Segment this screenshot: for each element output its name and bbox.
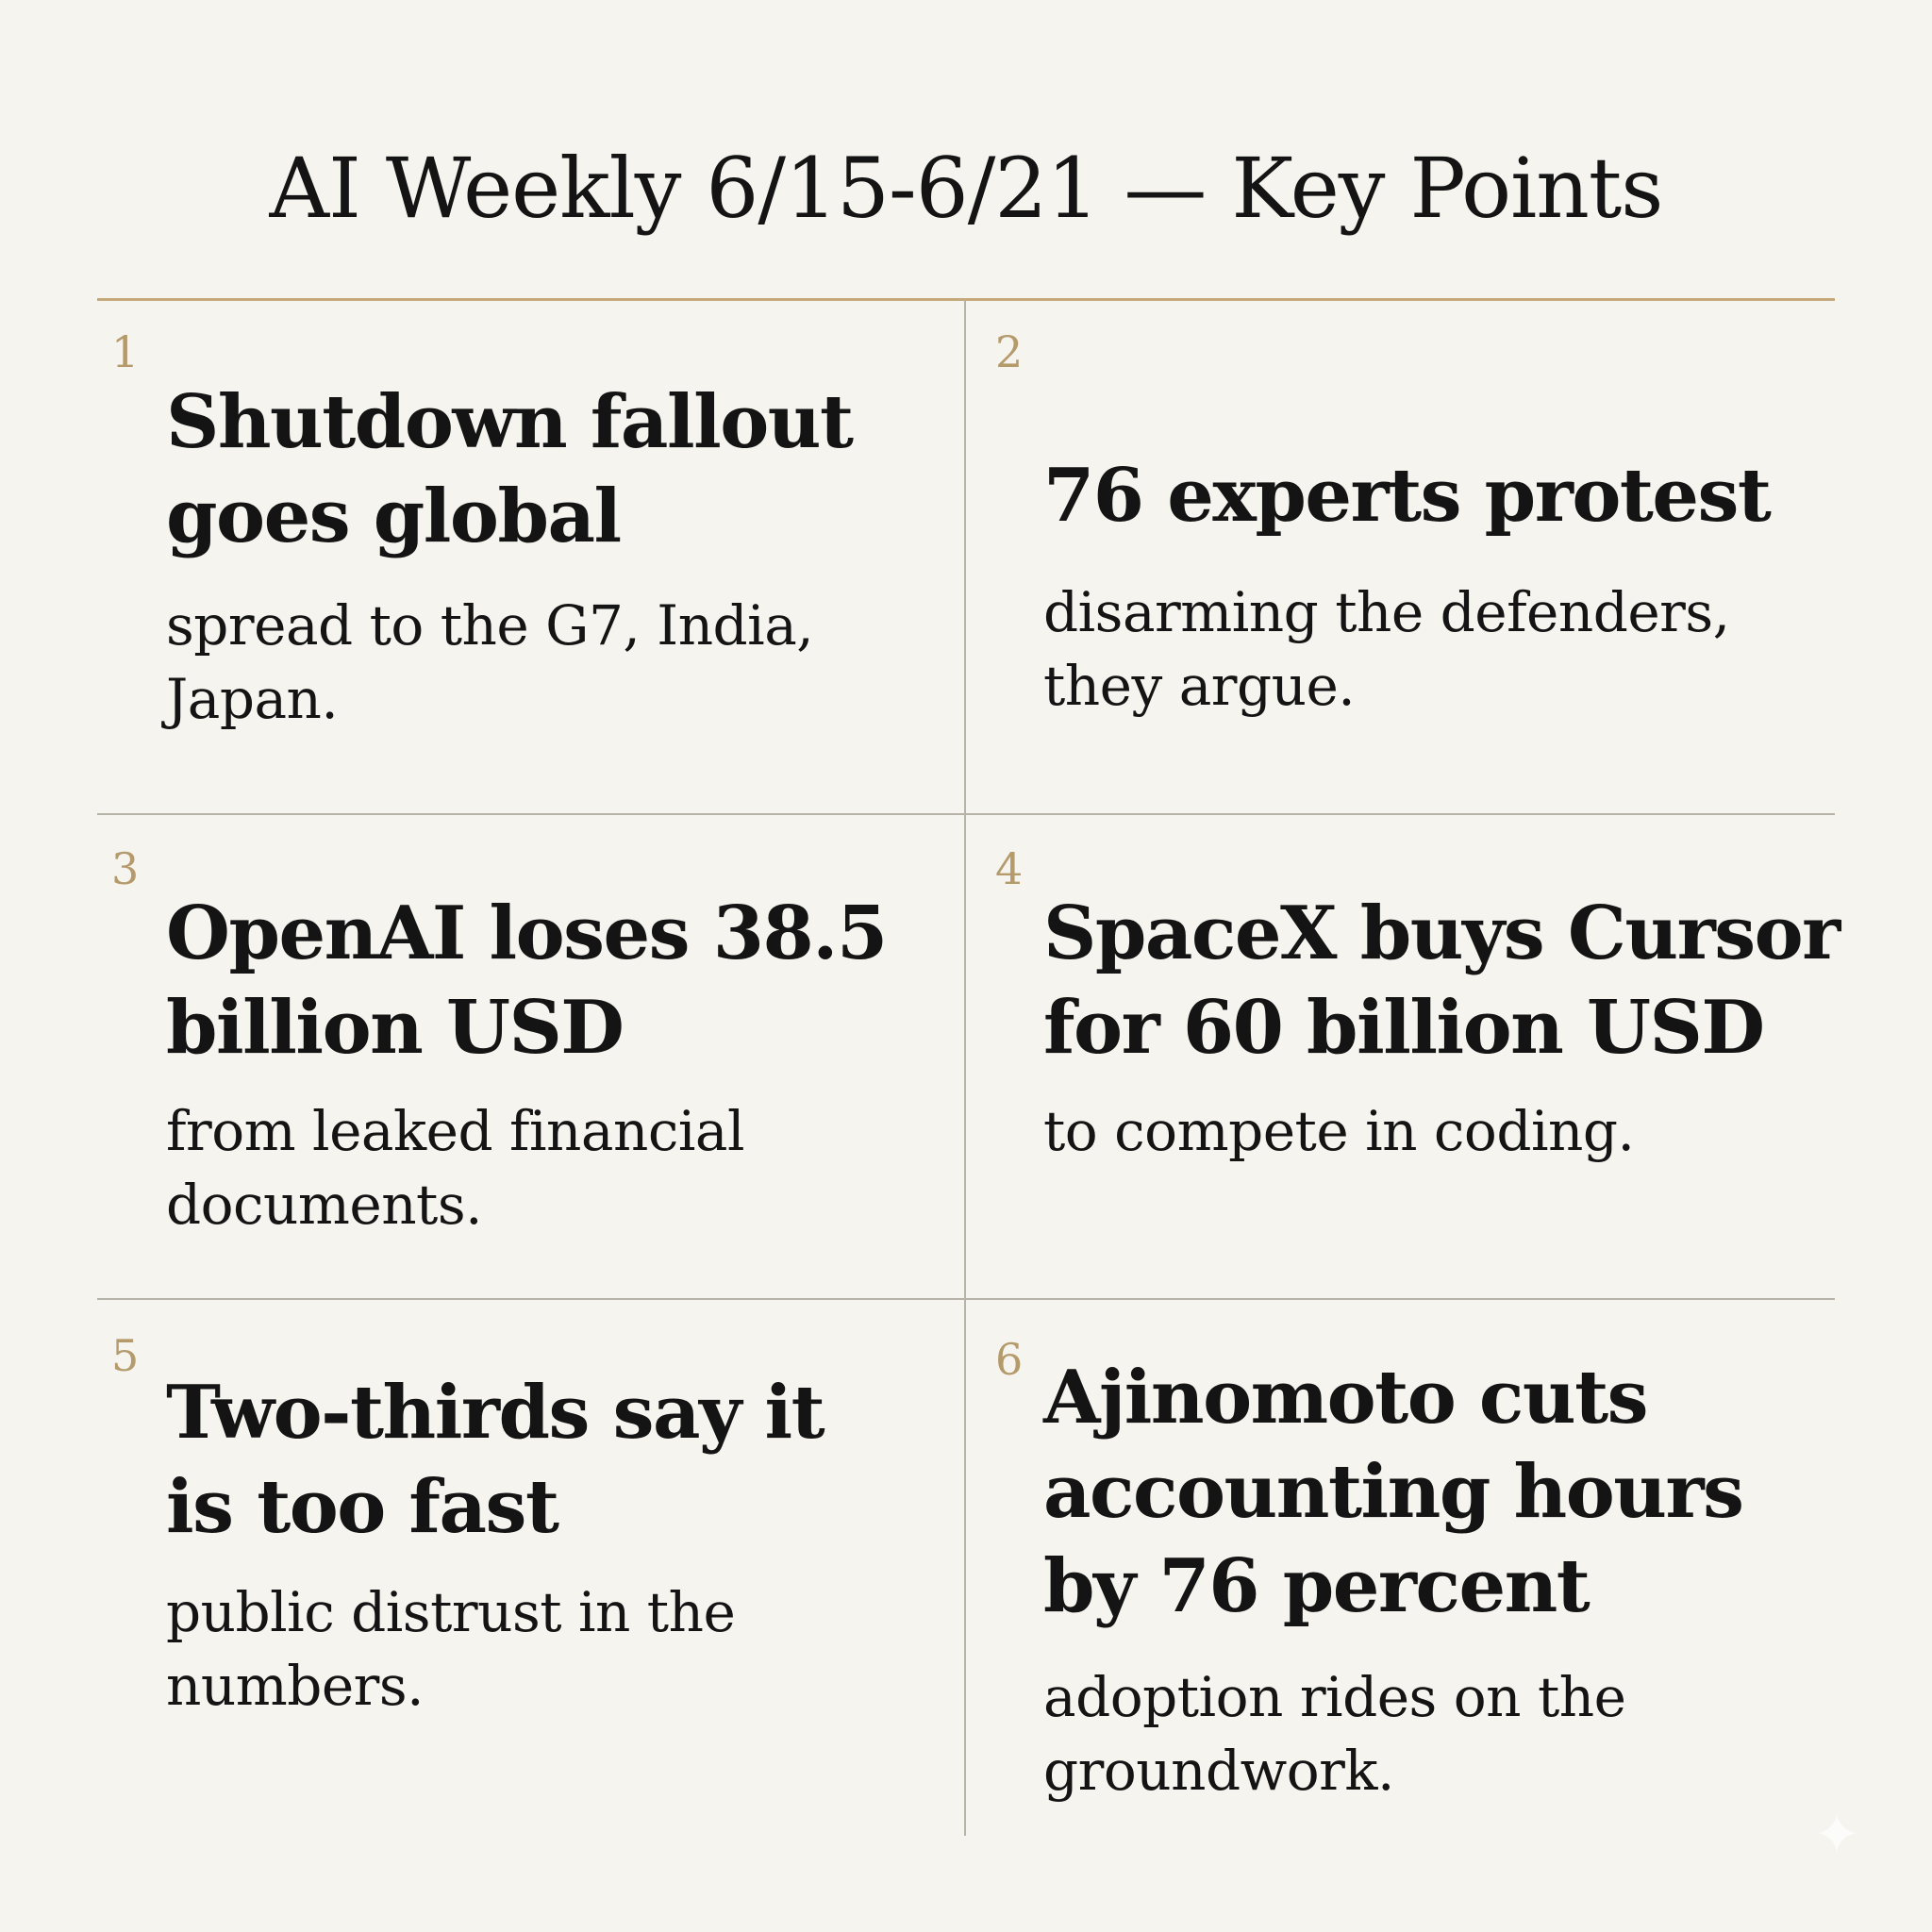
point-headline — [1043, 1351, 1743, 1634]
headline-line: by 76 percent — [1043, 1543, 1590, 1629]
headline-line: SpaceX buys Cursor — [1043, 891, 1840, 976]
headline-line: Two-thirds say it — [166, 1370, 824, 1456]
row-divider-1 — [97, 813, 1835, 815]
point-number: 2 — [995, 326, 1024, 377]
point-headline — [1043, 449, 1770, 543]
detail-line: adoption rides on the — [1043, 1665, 1626, 1729]
detail-line: documents. — [166, 1173, 483, 1237]
sparkle-icon: ✦ — [1813, 1802, 1861, 1868]
point-detail — [166, 589, 813, 736]
detail-line: they argue. — [1043, 654, 1356, 718]
point-number: 4 — [995, 843, 1024, 894]
title-divider — [97, 298, 1835, 301]
point-number: 5 — [111, 1330, 140, 1381]
point-detail — [1043, 1094, 1634, 1168]
page-title: AI Weekly 6/15-6/21 — Key Points — [269, 140, 1663, 237]
point-headline — [1043, 887, 1840, 1075]
detail-line: groundwork. — [1043, 1739, 1394, 1803]
detail-line: to compete in coding. — [1043, 1099, 1635, 1163]
point-detail — [166, 1094, 744, 1241]
headline-line: goes global — [166, 474, 621, 559]
column-divider — [964, 300, 966, 1836]
headline-line: Shutdown fallout — [166, 379, 853, 465]
headline-line: OpenAI loses 38.5 — [166, 891, 887, 976]
point-detail — [1043, 1660, 1625, 1807]
detail-line: numbers. — [166, 1654, 425, 1718]
headline-line: Ajinomoto cuts — [1043, 1355, 1648, 1441]
row-divider-2 — [97, 1298, 1835, 1300]
headline-line: billion USD — [166, 985, 624, 1071]
point-number: 1 — [111, 326, 140, 377]
point-detail — [166, 1575, 735, 1723]
detail-line: Japan. — [166, 667, 339, 731]
detail-line: from leaked financial — [166, 1099, 744, 1163]
point-detail — [1043, 575, 1730, 723]
point-headline — [166, 375, 852, 564]
point-headline — [166, 1366, 824, 1555]
headline-line: is too fast — [166, 1464, 558, 1550]
point-number: 6 — [995, 1334, 1024, 1385]
headline-line: for 60 billion USD — [1043, 985, 1764, 1071]
detail-line: disarming the defenders, — [1043, 580, 1730, 644]
point-number: 3 — [111, 843, 140, 894]
headline-line: accounting hours — [1043, 1449, 1743, 1535]
detail-line: spread to the G7, India, — [166, 593, 814, 658]
point-headline — [166, 887, 887, 1075]
headline-line: 76 experts protest — [1043, 453, 1771, 539]
detail-line: public distrust in the — [166, 1580, 736, 1644]
